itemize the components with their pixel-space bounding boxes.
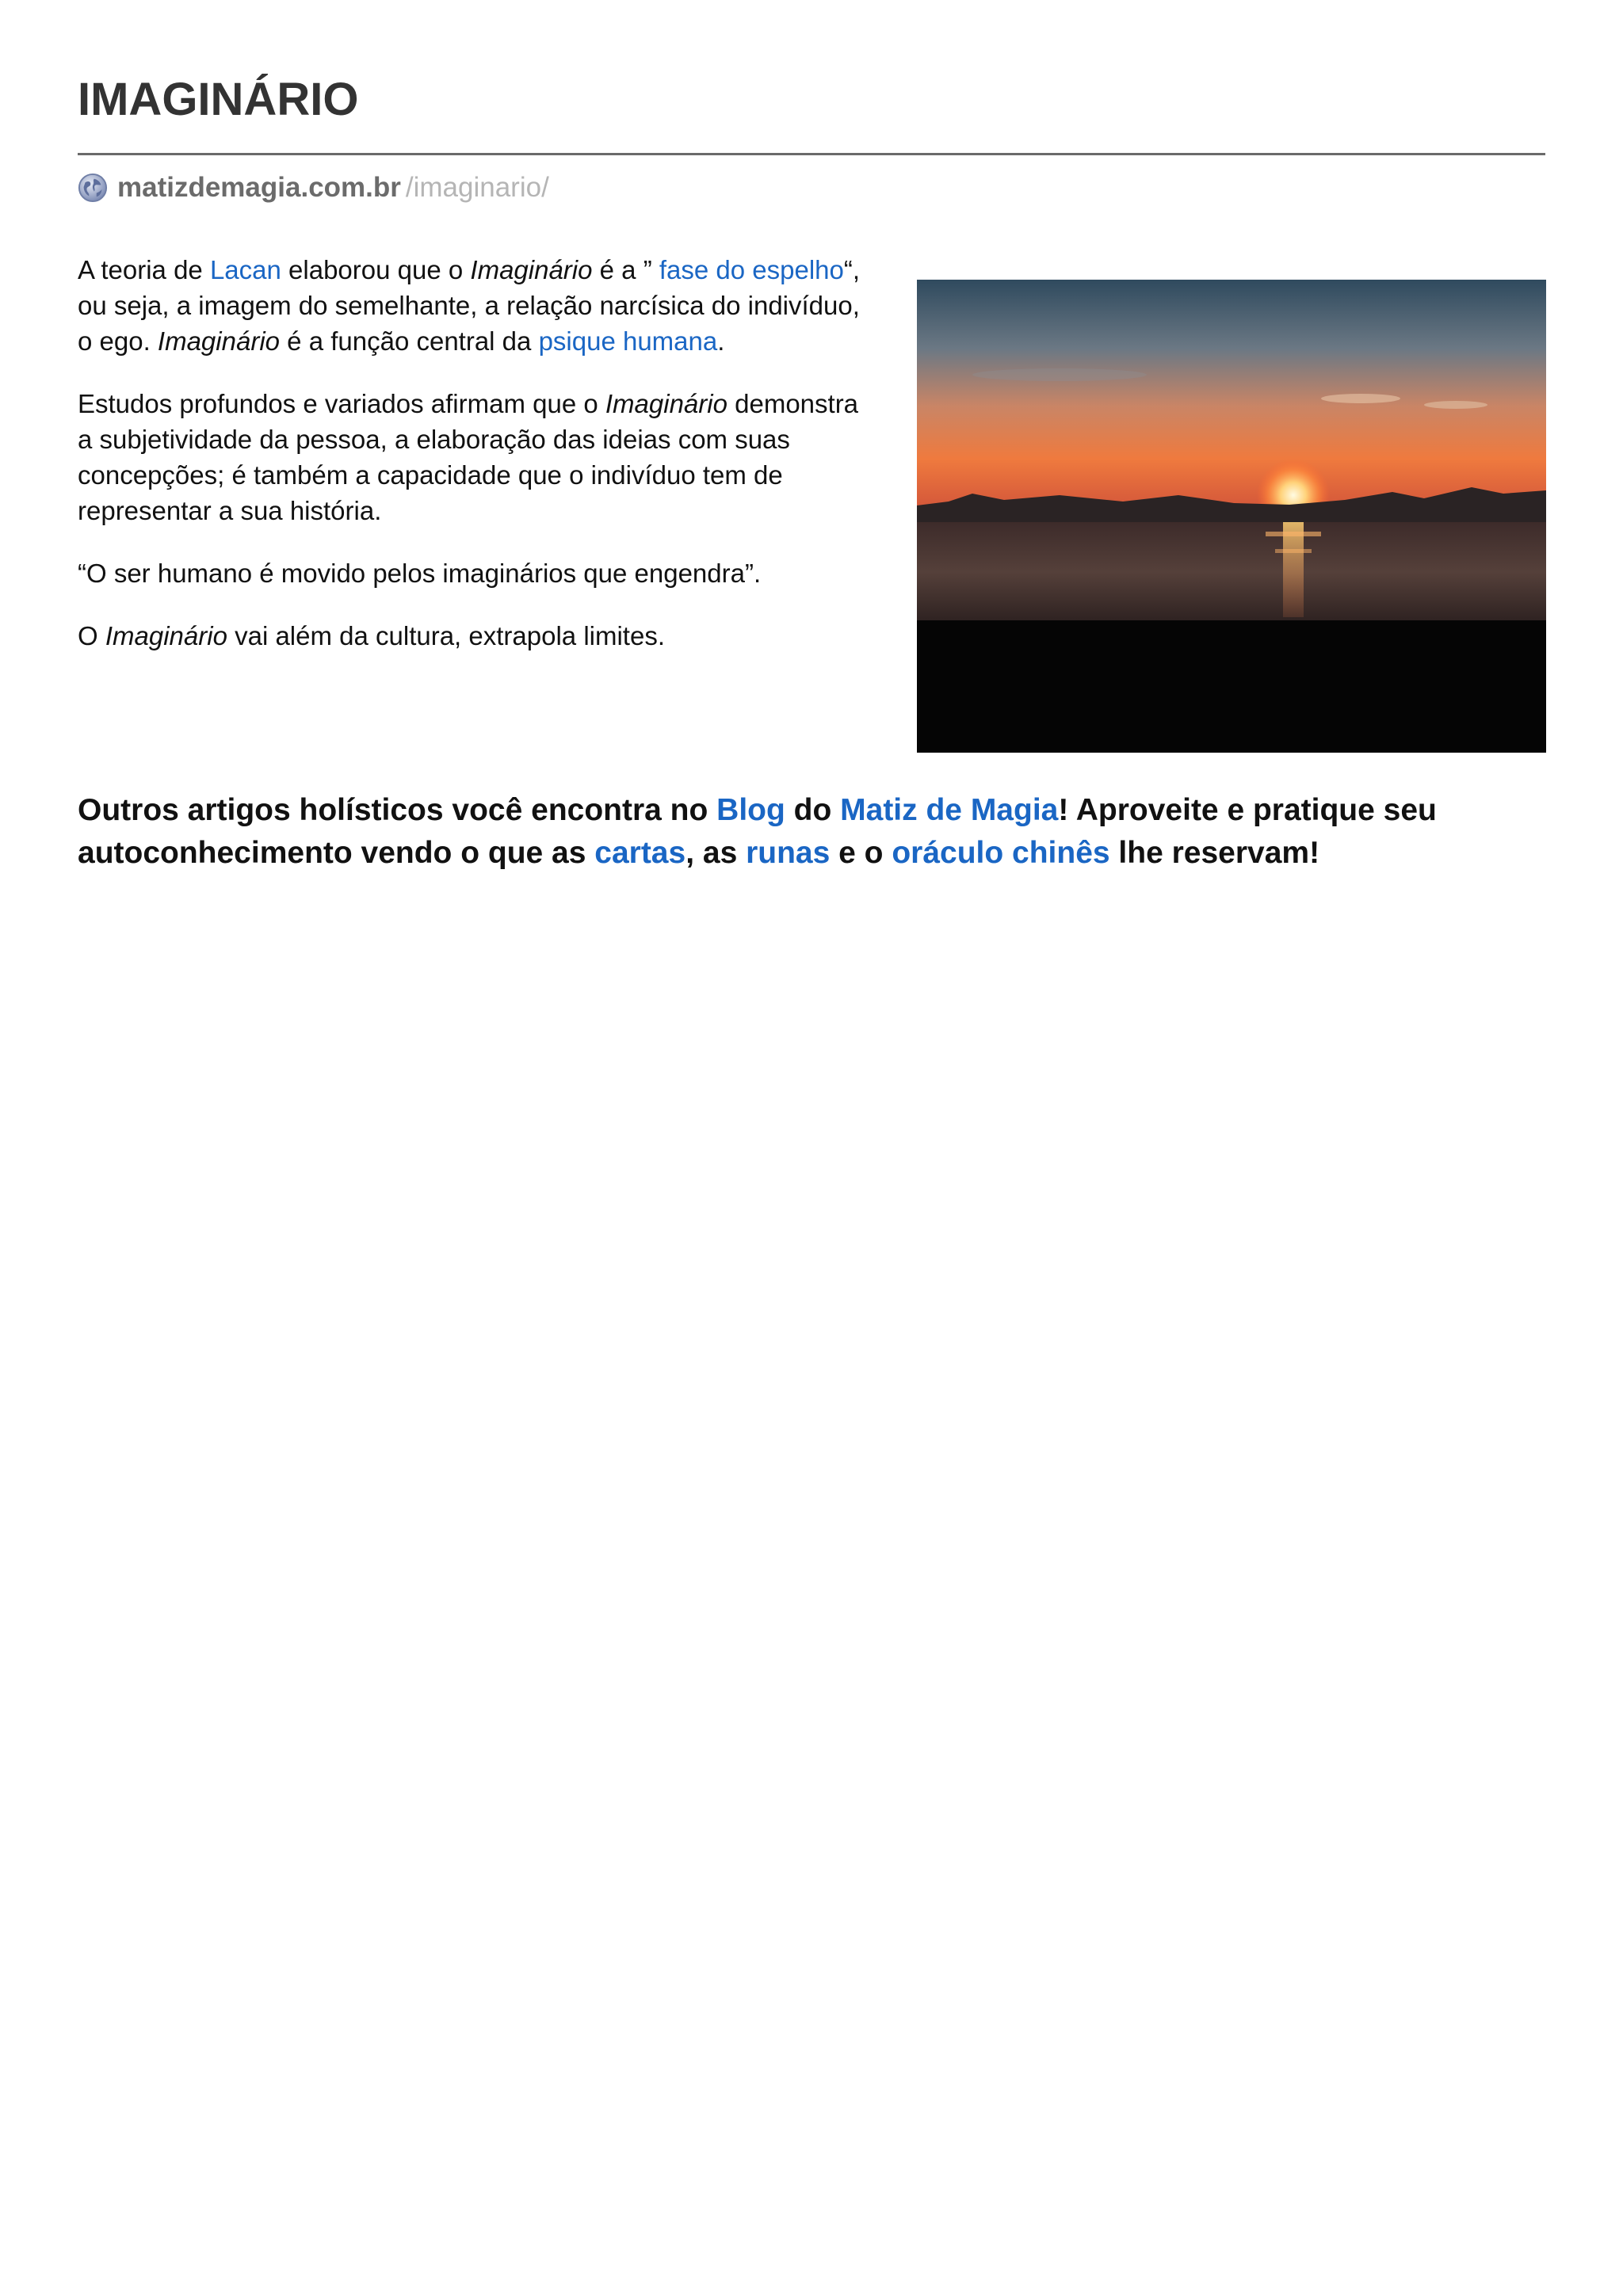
sunset-photo (917, 280, 1546, 753)
text: , as (685, 836, 747, 870)
text: Estudos profundos e variados afirmam que o (78, 389, 605, 418)
text: “, ou seja, a imagem do semelhante, a relação narcísica do indivíduo, o ego. (78, 255, 861, 356)
text: é a função central da (280, 326, 539, 356)
text: e o (830, 836, 892, 870)
text: do (785, 793, 841, 827)
text: ! Aproveite e pratique seu autoconhecimento vendo o que as (78, 793, 1437, 870)
source-line (78, 170, 549, 206)
title-divider (78, 153, 1545, 155)
text: elaborou que o (281, 255, 471, 284)
text: “O ser humano é movido pelos imaginários que engendra”. (78, 559, 762, 588)
paragraph-1 (78, 252, 870, 359)
emphasis: Imaginário (470, 255, 593, 284)
text: demonstra a subjetividade da pessoa, a elaboração das ideias com suas concepções; é também a capacidade que o indivíduo tem de representar a sua história. (78, 389, 859, 525)
globe-icon (78, 173, 108, 203)
page-title: IMAGINÁRIO (78, 74, 359, 125)
call-to-action (78, 789, 1545, 875)
emphasis: Imaginário (105, 621, 227, 650)
link-psique-humana[interactable]: psique humana (538, 326, 718, 356)
link-blog[interactable]: Blog (716, 793, 785, 827)
source-domain[interactable]: matizdemagia.com.br (117, 172, 401, 203)
link-fase-do-espelho[interactable]: fase do espelho (659, 255, 844, 284)
link-cartas[interactable]: cartas (594, 836, 686, 870)
text: vai além da cultura, extrapola limites. (227, 621, 665, 650)
text: O (78, 621, 105, 650)
emphasis: Imaginário (157, 326, 280, 356)
article-body (78, 252, 870, 681)
paragraph-2 (78, 386, 870, 528)
paragraph-4 (78, 618, 870, 654)
text: . (717, 326, 725, 356)
link-runas[interactable]: runas (746, 836, 831, 870)
link-matiz-de-magia[interactable]: Matiz de Magia (840, 793, 1059, 827)
text: é a ” (592, 255, 659, 284)
text: lhe reservam! (1109, 836, 1320, 870)
link-oraculo-chines[interactable]: oráculo chinês (892, 836, 1110, 870)
emphasis: Imaginário (605, 389, 727, 418)
link-lacan[interactable]: Lacan (209, 255, 281, 284)
paragraph-3-quote (78, 555, 870, 591)
text: Outros artigos holísticos você encontra no (78, 793, 717, 827)
source-path[interactable]: /imaginario/ (405, 172, 549, 203)
text: A teoria de (78, 255, 210, 284)
